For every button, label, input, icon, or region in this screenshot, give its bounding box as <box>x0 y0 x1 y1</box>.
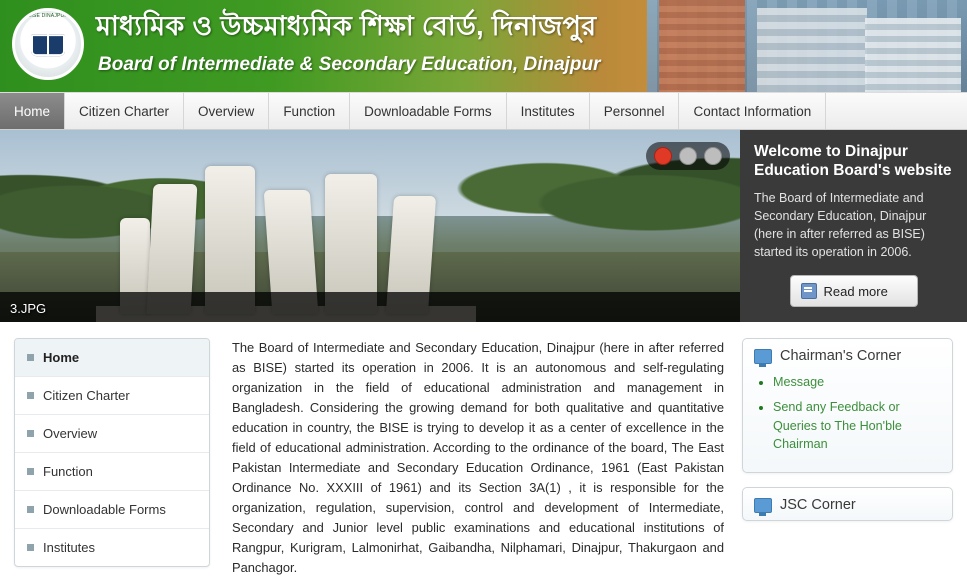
header-building-photo <box>647 0 967 92</box>
site-title-english: Board of Intermediate & Secondary Education, Dinajpur <box>98 54 601 75</box>
chairman-message-link[interactable]: Message <box>773 375 825 389</box>
list-item <box>773 398 940 453</box>
slide-caption: 3.JPG <box>10 301 47 316</box>
nav-item-function[interactable]: Function <box>269 93 350 129</box>
building-left <box>659 0 745 92</box>
welcome-panel <box>740 130 967 322</box>
bullet-icon <box>27 354 34 361</box>
welcome-heading: Welcome to Dinajpur Education Board's website <box>754 143 952 180</box>
chairman-corner-links <box>743 371 952 472</box>
right-sidebar <box>742 322 967 578</box>
bullet-icon <box>27 468 34 475</box>
chairman-corner-header <box>743 339 952 371</box>
nav-item-institutes[interactable]: Institutes <box>507 93 590 129</box>
sidebar-item-label: Institutes <box>43 540 96 555</box>
nav-item-overview[interactable]: Overview <box>184 93 269 129</box>
sidebar-item-label: Downloadable Forms <box>43 502 166 517</box>
slideshow-pager <box>646 142 730 170</box>
sidebar-item-overview[interactable] <box>15 415 209 453</box>
sidebar-item-label: Citizen Charter <box>43 388 130 403</box>
main-navigation <box>0 92 967 130</box>
bullet-icon <box>27 544 34 551</box>
logo-ring-text: BISE DINAJPUR <box>27 13 69 19</box>
site-header <box>0 0 967 92</box>
site-title-bangla: মাধ্যমিক ও উচ্চমাধ্যমিক শিক্ষা বোর্ড, দিনাজপুর <box>96 11 597 41</box>
sidebar-item-label: Overview <box>43 426 98 441</box>
sidebar-item-home[interactable] <box>15 339 209 377</box>
building-center <box>757 8 867 92</box>
monitor-icon <box>754 498 772 513</box>
document-icon <box>801 283 817 299</box>
main-content <box>210 322 742 578</box>
content-area <box>0 322 967 578</box>
slideshow[interactable] <box>0 130 740 322</box>
book-icon <box>31 34 65 56</box>
bullet-icon <box>27 430 34 437</box>
bullet-icon <box>27 506 34 513</box>
sidebar-item-downloadable-forms[interactable] <box>15 491 209 529</box>
nav-item-contact-information[interactable]: Contact Information <box>679 93 826 129</box>
nav-filler <box>826 93 967 129</box>
sidebar-menu <box>14 338 210 567</box>
chairman-corner-panel <box>742 338 953 473</box>
slide-caption-bar <box>0 292 740 322</box>
bullet-icon <box>27 392 34 399</box>
read-more-button[interactable] <box>790 275 918 307</box>
sidebar-item-institutes[interactable] <box>15 529 209 566</box>
left-sidebar <box>0 322 210 578</box>
slideshow-dot-3[interactable] <box>704 147 722 165</box>
nav-item-personnel[interactable]: Personnel <box>590 93 680 129</box>
sidebar-item-label: Function <box>43 464 93 479</box>
slideshow-dot-2[interactable] <box>679 147 697 165</box>
sidebar-item-citizen-charter[interactable] <box>15 377 209 415</box>
chairman-corner-title: Chairman's Corner <box>780 348 902 364</box>
jsc-corner-title: JSC Corner <box>780 497 856 513</box>
building-right <box>865 18 961 92</box>
slideshow-dot-1[interactable] <box>654 147 672 165</box>
chairman-feedback-link[interactable]: Send any Feedback or Queries to The Hon'ble Chairman <box>773 400 902 451</box>
sidebar-item-function[interactable] <box>15 453 209 491</box>
jsc-corner-panel <box>742 487 953 521</box>
monitor-icon <box>754 349 772 364</box>
sidebar-item-label: Home <box>43 350 80 365</box>
list-item <box>773 373 940 391</box>
hero-banner <box>0 130 967 322</box>
nav-item-downloadable-forms[interactable]: Downloadable Forms <box>350 93 507 129</box>
read-more-label: Read more <box>823 283 888 299</box>
nav-item-home[interactable]: Home <box>0 93 65 129</box>
board-logo <box>12 8 84 80</box>
intro-paragraph: The Board of Intermediate and Secondary Education, Dinajpur (here in after referred as BISE) started its operation in 2006. It is an autonomous and self-regulating organization in the field of educational administration and management in Bangladesh. Considering the growing demand for both qualitative and quantitative education in country, the BISE is trying to develop it as a center of excellence in the field of educational administration. According to the ordinance of the board, The East Pakistan Intermediate and Secondary Education Ordinance, 1961 (East Pakistan Ordinance No. XXXIII of 1961) and its Section 3A(1) , it is responsible for the organization, regulation, supervision, control and development of Intermediate, Secondary and Junior level public examinations and educational institutions of Rangpur, Kurigram, Lalmonirhat, Gaibandha, Nilphamari, Dinajpur, Thakurgaon and Panchagor. <box>232 340 724 575</box>
jsc-corner-header <box>743 488 952 520</box>
nav-item-citizen-charter[interactable]: Citizen Charter <box>65 93 184 129</box>
welcome-text: The Board of Intermediate and Secondary Education, Dinajpur (here in after referred as BISE) started its operation in 2006. <box>754 190 927 260</box>
